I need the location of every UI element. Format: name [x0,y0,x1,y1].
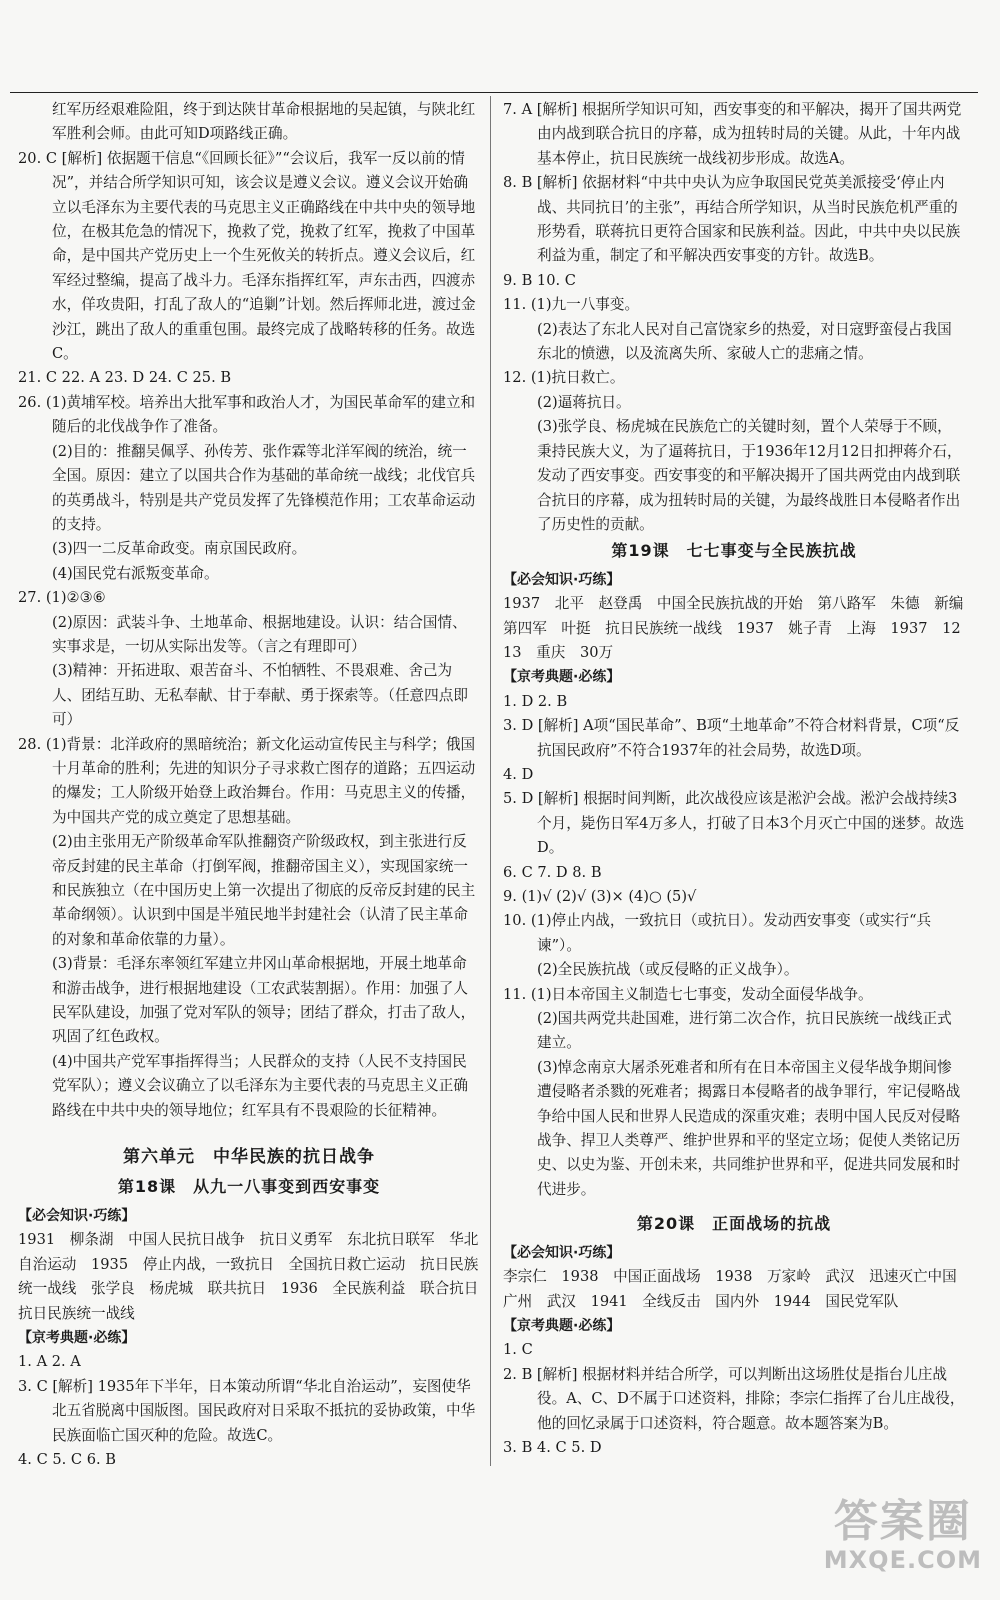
answer-item: 26. (1)黄埔军校。培养出大批军事和政治人才，为国民革命军的建立和随后的北伐战争作了准备。 [18,393,476,436]
section-tag-knowledge: 【必会知识·巧练】 [503,571,621,588]
answer-item: 4. D [503,765,534,783]
answer-item: 7. A [解析] 根据所学知识可知，西安事变的和平解决，揭开了国共两党由内战到联合抗日的序幕，成为扭转时局的关键。从此，十年内战基本停止，抗日民族统一战线初步形成。故选A。 [503,101,962,167]
answer-item: 3. C [解析] 1935年下半年，日本策动所谓“华北自治运动”，妄图使华北五省脱离中国版图。国民政府对日采取不抵抗的妥协政策，中华民族面临亡国灭种的危险。故选C。 [18,1377,476,1444]
column-divider [490,96,491,1466]
answer-subpart: (2)全民族抗战（或反侵略的正义战争）。 [537,961,799,979]
lesson-18-answers [18,1350,480,1472]
answer-item: 1. C [503,1341,533,1359]
answer-item: 9. (1)√ (2)√ (3)× (4)○ (5)√ [503,888,697,905]
answer-item: 6. C 7. D 8. B [503,863,602,881]
answer-subpart: (2)目的：推翻吴佩孚、孙传芳、张作霖等北洋军阀的统治，统一全国。原因：建立了以国共合作为基础的革命统一战线；北伐官兵的英勇战斗，特别是共产党员发挥了先锋模范作用；工农革命运动的支持。 [52,442,476,533]
answer-item: 3. B 4. C 5. D [503,1438,602,1456]
answer-item: 11. (1)九一八事变。 [503,296,640,314]
watermark-url: MXQE.COM [823,1546,982,1574]
lesson-20-answers [503,1338,965,1460]
lesson-19-title: 第19课 七七事变与全民族抗战 [611,541,857,561]
answer-item: 3. D [解析] A项“国民革命”、B项“土地革命”不符合材料背景，C项“反抗国民政府”不符合1937年的社会局势，故选D项。 [503,717,960,759]
answer-item: 1. A 2. A [18,1353,81,1371]
lesson-19-keywords: 1937 北平 赵登禹 中国全民族抗战的开始 第八路军 朱德 新编第四军 叶挺 抗日民族统一战线 1937 姚子青 上海 1937 12 13 重庆 30万 [503,595,976,661]
unit-title: 第六单元 中华民族的抗日战争 [123,1147,375,1168]
right-answers [503,98,965,537]
answer-item: 1. D 2. B [503,692,568,710]
answer-item: 21. C 22. A 23. D 24. C 25. B [18,369,232,387]
answer-item: 10. (1)停止内战，一致抗日（或抗日）。发动西安事变（或实行“兵谏”）。 [503,912,932,954]
lesson-18-keywords: 1931 柳条湖 中国人民抗日战争 抗日义勇军 东北抗日联军 华北自治运动 1935 停止内战，一致抗日 全国抗日救亡运动 抗日民族统一战线 张学良 杨虎城 联共抗日 1936 全民族利益 联合抗日 抗日民族统一战线 [18,1231,493,1322]
watermark-logo: 答案圈 [833,1496,972,1547]
top-rule [10,92,978,93]
section-tag-knowledge: 【必会知识·巧练】 [18,1207,136,1224]
section-tag-knowledge: 【必会知识·巧练】 [503,1244,621,1261]
section-tag-exam: 【京考典题·必练】 [503,669,621,686]
answer-subpart: (3)张学良、杨虎城在民族危亡的关键时刻，置个人荣辱于不顾，秉持民族大义，为了逼蒋抗日，于1936年12月12日扣押蒋介石，发动了西安事变。西安事变的和平解决揭开了国共两党由内战到联合抗日的序幕，成为扭转时局的关键，为最终战胜日本侵略者作出了历史性的贡献。 [537,418,962,533]
answer-subpart: (3)精神：开拓进取、艰苦奋斗、不怕牺牲、不畏艰难、舍己为人、团结互助、无私奉献、甘于奉献、勇于探索等。（任意四点即可） [52,662,468,729]
answer-item: 5. D [解析] 根据时间判断，此次战役应该是淞沪会战。淞沪会战持续3个月，毙伤日军4万多人，打破了日本3个月灭亡中国的迷梦。故选D。 [503,790,965,857]
answer-subpart: (2)表达了东北人民对自己富饶家乡的热爱，对日寇野蛮侵占我国东北的愤懑，以及流离失所、家破人亡的悲痛之情。 [537,320,952,363]
answer-subpart: (4)国民党右派叛变革命。 [52,564,219,582]
answer-subpart: (4)中国共产党军事指挥得当；人民群众的支持（人民不支持国民党军队）；遵义会议确立了以毛泽东为主要代表的马克思主义正确路线在中共中央的领导地位；红军具有不畏艰险的长征精神。 [52,1052,468,1119]
answer-item: 20. C [解析] 依据题干信息“《回顾长征》”“会议后，我军一反以前的情况”，并结合所学知识可知，该会议是遵义会议。遵义会议开始确立以毛泽东为主要代表的马克思主义正确路线在中共中央的领导地位，在极其危急的情况下，挽救了党，挽救了红军，挽救了中国革命，是中国共产党历史上一个生死攸关的转折点。遵义会议后，红军经过整编，提高了战斗力。毛泽东指挥红军，声东击西，四渡赤水，佯攻贵阳，打乱了敌人的“追剿”计划。然后挥师北进，渡过金沙江，跳出了敌人的重重包围。最终完成了战略转移的任务。故选C。 [18,149,476,363]
answer-item: 11. (1)日本帝国主义制造七七事变，发动全面侵华战争。 [503,985,873,1003]
answer-item: 28. (1)背景：北洋政府的黑暗统治；新文化运动宣传民主与科学；俄国十月革命的胜利；先进的知识分子寻求救亡图存的道路；五四运动的爆发；工人阶级开始登上政治舞台。作用：马克思主义的传播，为中国共产党的成立奠定了思想基础。 [18,735,476,826]
answer-subpart: (2)国共两党共赴国难，进行第二次合作，抗日民族统一战线正式建立。 [537,1010,952,1052]
site-watermark [823,1496,982,1574]
section-tag-exam: 【京考典题·必练】 [503,1317,621,1334]
answer-item: 27. (1)②③⑥ [18,589,106,607]
right-column [503,98,976,1460]
lesson-20-keywords: 李宗仁 1938 中国正面战场 1938 万家岭 武汉 迅速灭亡中国 广州 武汉 1941 全线反击 国内外 1944 国民党军队 [503,1268,972,1310]
answer-subpart: (2)原因：武装斗争、土地革命、根据地建设。认识：结合国情、实事求是，一切从实际出发等。（言之有理即可） [52,613,467,655]
left-column [18,98,493,1472]
answer-item: 4. C 5. C 6. B [18,1450,117,1468]
lesson-18-title: 第18课 从九一八事变到西安事变 [117,1177,381,1197]
section-tag-exam: 【京考典题·必练】 [18,1329,136,1346]
answer-subpart: (2)逼蒋抗日。 [537,393,631,411]
answer-item: 红军历经艰难险阻，终于到达陕甘革命根据地的吴起镇，与陕北红军胜利会师。由此可知D项路线正确。 [52,101,476,143]
answer-item: 12. (1)抗日救亡。 [503,369,625,387]
lesson-19-answers [503,690,965,1203]
answer-item: 2. B [解析] 根据材料并结合所学，可以判断出这场胜仗是指台儿庄战役。A、C、D不属于口述资料，排除；李宗仁指挥了台儿庄战役，他的回忆录属于口述资料，符合题意。故本题答案为B。 [503,1365,965,1432]
lesson-20-title: 第20课 正面战场的抗战 [636,1214,832,1234]
answer-subpart: (2)由主张用无产阶级革命军队推翻资产阶级政权，到主张进行反帝反封建的民主革命（打倒军阀，推翻帝国主义），实现国家统一和民族独立（在中国历史上第一次提出了彻底的反帝反封建的民主革命纲领）。认识到中国是半殖民地半封建社会（认清了民主革命的对象和革命依靠的力量）。 [52,833,476,948]
answer-subpart: (3)悼念南京大屠杀死难者和所有在日本帝国主义侵华战争期间惨遭侵略者杀戮的死难者；揭露日本侵略者的战争罪行，牢记侵略战争给中国人民和世界人民造成的深重灾难；表明中国人民反对侵略战争、捍卫人类尊严、维护世界和平的坚定立场；促使人类铭记历史、以史为鉴、开创未来，共同维护世界和平，促进共同发展和时代进步。 [537,1058,961,1198]
answer-subpart: (3)四一二反革命政变。南京国民政府。 [52,540,307,558]
answer-subpart: (3)背景：毛泽东率领红军建立井冈山革命根据地，开展土地革命和游击战争，进行根据地建设（工农武装割据）。作用：加强了人民军队建设，加强了党对军队的领导；团结了群众，打击了敌人，巩固了红色政权。 [52,955,476,1046]
left-answers [18,98,480,1123]
answer-item: 9. B 10. C [503,271,576,289]
answer-item: 8. B [解析] 依据材料“中共中央认为应争取国民党英美派接受‘停止内战、共同抗日’的主张”，再结合所学知识，从当时民族危机严重的形势看，联蒋抗日更符合国家和民族利益。因此，中共中央以民族利益为重，制定了和平解决西安事变的方针。故选B。 [503,174,961,265]
